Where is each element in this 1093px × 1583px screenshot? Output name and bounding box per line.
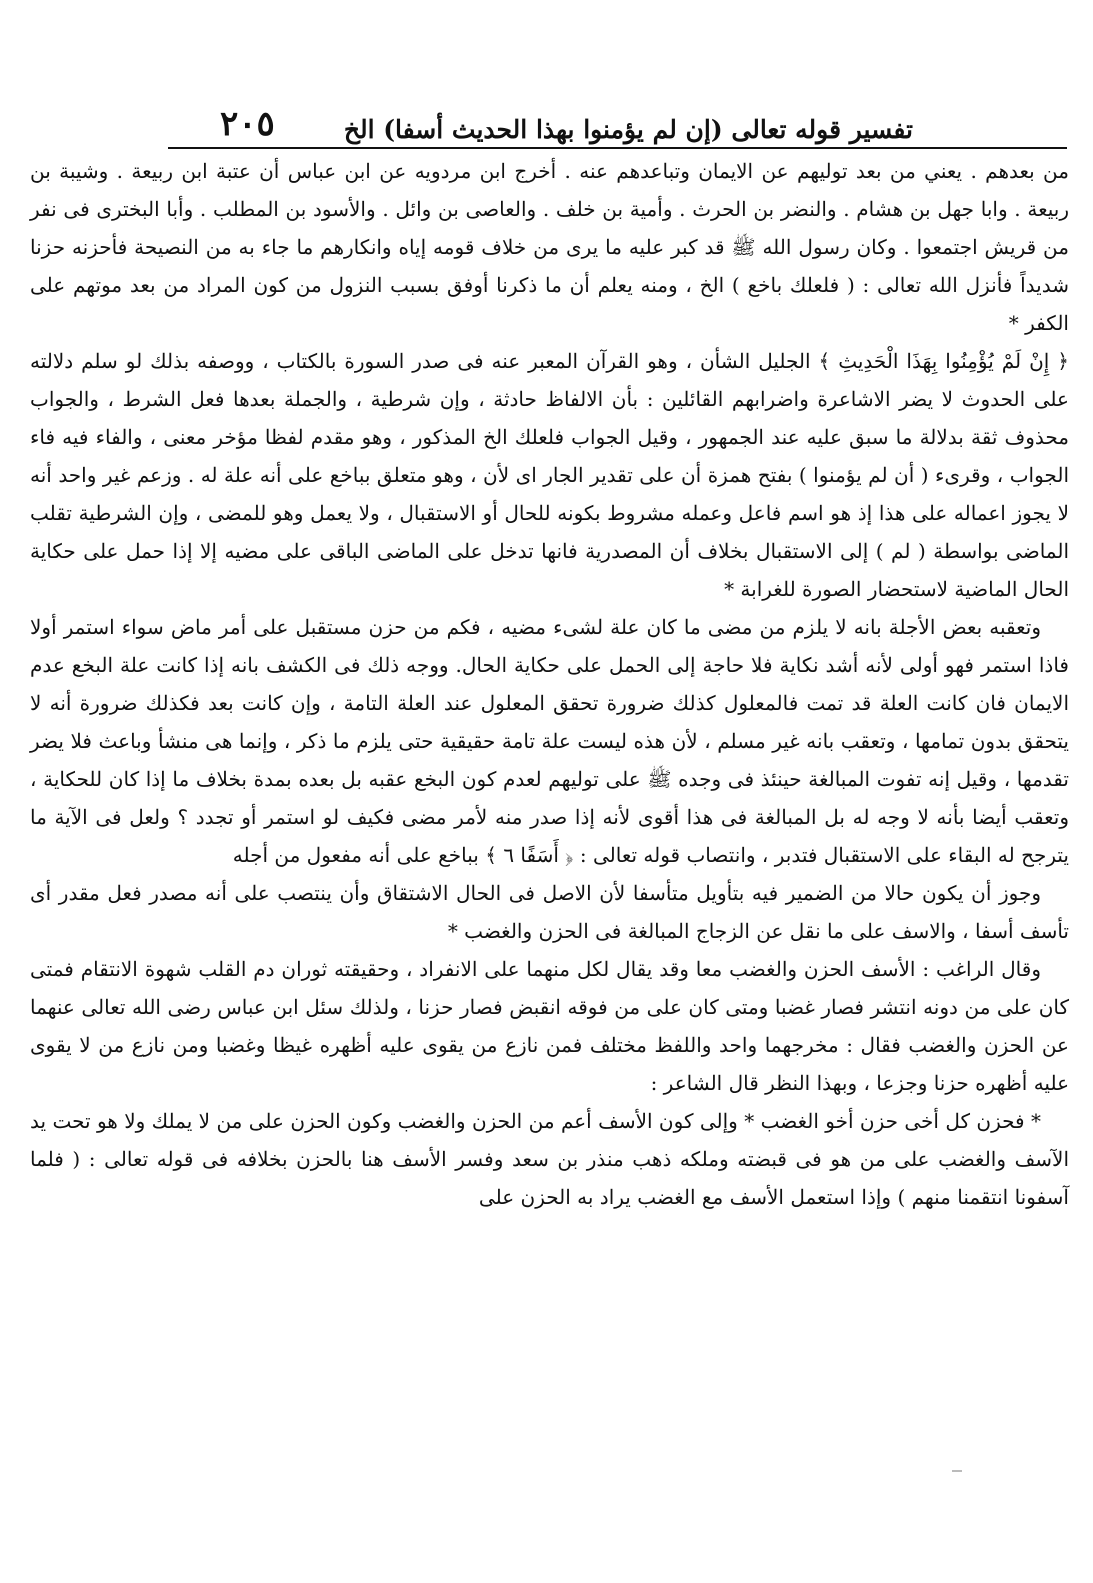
- paragraph: ﴿ إِنْ لَمْ يُؤْمِنُوا بِهَذَا الْحَدِيثِ ﴾ الجليل الشأن ، وهو القرآن المعبر عنه فى صدر السورة بالكتاب ، ووصفه بذلك لو سلم دلالته على الحدوث لا يضر الاشاعرة واضرابهم القائلين : بأن الالفاظ حادثة ، وإن شرطية ، والجملة بعدها فعل الشرط ، والجواب محذوف ثقة بدلالة ما سبق عليه عند الجمهور ، وقيل الجواب فلعلك الخ المذكور ، وهو مقدم لفظا مؤخر معنى ، والفاء فيه فاء الجواب ، وقرىء ( أن لم يؤمنوا ) بفتح همزة أن على تقدير الجار اى لأن ، وهو متعلق بباخع على أنه علة له . وزعم غير واحد أنه لا يجوز اعماله على هذا إذ هو اسم فاعل وعمله مشروط بكونه للحال أو الاستقبال ، ولا يعمل وهو للمضى ، وإن الشرطية تقلب الماضى بواسطة ( لم ) إلى الاستقبال بخلاف أن المصدرية فانها تدخل على الماضى الباقى على مضيه إلا إذا حمل على حكاية الحال الماضية لاستحضار الصورة للغرابة *: [30, 349, 1070, 601]
- paragraph: وتعقبه بعض الأجلة بانه لا يلزم من مضى ما كان علة لشىء مضيه ، فكم من حزن مستقبل على أمر ماض سواء استمر أولا فاذا استمر فهو أولى لأنه أشد نكاية فلا حاجة إلى الحمل على حكاية الحال. ووجه ذلك فى الكشف بانه إذا كانت علة البخع عدم الايمان فان كانت العلة قد تمت فالمعلول كذلك ضرورة تحقق المعلول عند العلة التامة ، وإن كانت بعد فكذلك ضرورة أنه لا يتحقق بدون تمامها ، وتعقب بانه غير مسلم ، لأن هذه ليست علة تامة حقيقية حتى يلزم ما ذكر ، وإنما هى منشأ وباعث فلا يضر تقدمها ، وقيل إنه تفوت المبالغة حينئذ فى وجده ﷺ على توليهم لعدم كون البخع عقبه بل بعده بمدة بخلاف ما إذا كان للحكاية ، وتعقب أيضا بأنه لا وجه له بل المبالغة فى هذا أقوى لأنه إذا صدر منه لأمر مضى فكيف لو استمر أو تجدد ؟ ولعل فى الآية ما يترجح له البقاء على الاستقبال فتدبر ، وانتصاب قوله تعالى : ﴿ أَسَفًا ٦ ﴾ بباخع على أنه مفعول من أجله: [30, 615, 1069, 867]
- page-number: ٢٠٥: [220, 104, 275, 144]
- paragraph: من بعدهم . يعني من بعد توليهم عن الايمان وتباعدهم عنه . أخرج ابن مردويه عن ابن عباس أن عتبة ابن ربيعة . وشيبة بن ربيعة . وابا جهل بن هشام . والنضر بن الحرث . وأمية بن خلف . والعاصى بن وائل . والأسود بن المطلب . وأبا البخترى فى نفر من قريش اجتمعوا . وكان رسول الله ﷺ قد كبر عليه ما يرى من خلاف قومه إياه وانكارهم ما جاء به من النصيحة فأحزنه حزنا شديداً فأنزل الله تعالى : ( فلعلك باخع ) الخ ، ومنه يعلم أن ما ذكرنا أوفق بسبب النزول من كون المراد من بعد موتهم على الكفر *: [30, 159, 1069, 335]
- running-title: تفسير قوله تعالى (إن لم يؤمنوا بهذا الحديث أسفا) الخ: [343, 115, 913, 144]
- header-rule: [168, 147, 1067, 149]
- paragraph: وجوز أن يكون حالا من الضمير فيه بتأويل متأسفا لأن الاصل فى الحال الاشتقاق وأن ينتصب على أنه مصدر فعل مقدر أى تأسف أسفا ، والاسف على ما نقل عن الزجاج المبالغة فى الحزن والغضب *: [30, 881, 1069, 943]
- paragraph: * فحزن كل أخى حزن أخو الغضب * وإلى كون الأسف أعم من الحزن والغضب وكون الحزن على من لا يملك ولا هو تحت يد الآسف والغضب على من هو فى قبضته وملكه ذهب منذر بن سعد وفسر الأسف هنا بالحزن بخلافه فى قوله تعالى : ( فلما آسفونا انتقمنا منهم ) وإذا استعمل الأسف مع الغضب يراد به الحزن على: [30, 1109, 1070, 1209]
- stray-mark: [952, 1470, 962, 1472]
- page-header: [220, 100, 913, 144]
- body-text: [30, 152, 1069, 1216]
- paragraph: وقال الراغب : الأسف الحزن والغضب معا وقد يقال لكل منهما على الانفراد ، وحقيقته ثوران دم القلب شهوة الانتقام فمتى كان على من دونه انتشر فصار غضبا ومتى كان على من فوقه انقبض فصار حزنا ، ولذلك سئل ابن عباس رضى الله تعالى عنهما عن الحزن والغضب فقال : مخرجهما واحد واللفظ مختلف فمن نازع من يقوى عليه أظهره غيظا وغضبا ومن نازع من لا يقوى عليه أظهره حزنا وجزعا ، وبهذا النظر قال الشاعر :: [30, 957, 1069, 1095]
